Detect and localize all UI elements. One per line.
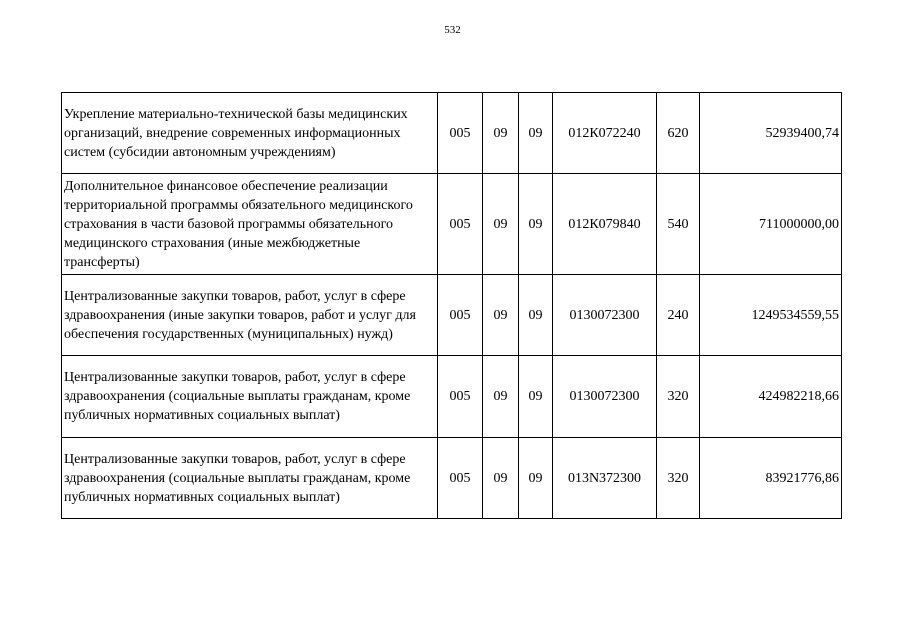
page-number: 532 xyxy=(444,24,461,36)
target-article-code: 0130072300 xyxy=(553,275,657,356)
subsection-code: 09 xyxy=(519,93,553,174)
amount-value: 83921776,86 xyxy=(700,438,842,519)
table-row xyxy=(62,438,842,519)
table-row xyxy=(62,174,842,275)
table-row xyxy=(62,93,842,174)
row-description: Централизованные закупки товаров, работ, услуг в сфере здравоохранения (социальные выплаты гражданам, кроме публичных нормативных социальных выплат) xyxy=(62,356,438,438)
grbs-code: 005 xyxy=(438,275,483,356)
section-code: 09 xyxy=(483,275,519,356)
amount-value: 711000000,00 xyxy=(700,174,842,275)
row-description: Централизованные закупки товаров, работ, услуг в сфере здравоохранения (иные закупки товаров, работ и услуг для обеспечения государственных (муниципальных) нужд) xyxy=(62,275,438,356)
target-article-code: 0130072300 xyxy=(553,356,657,438)
table-row xyxy=(62,275,842,356)
section-code: 09 xyxy=(483,174,519,275)
grbs-code: 005 xyxy=(438,356,483,438)
section-code: 09 xyxy=(483,356,519,438)
subsection-code: 09 xyxy=(519,174,553,275)
subsection-code: 09 xyxy=(519,275,553,356)
section-code: 09 xyxy=(483,93,519,174)
section-code: 09 xyxy=(483,438,519,519)
expense-type-code: 320 xyxy=(657,438,700,519)
expense-type-code: 240 xyxy=(657,275,700,356)
budget-table xyxy=(61,92,842,519)
subsection-code: 09 xyxy=(519,438,553,519)
target-article-code: 013N372300 xyxy=(553,438,657,519)
expense-type-code: 620 xyxy=(657,93,700,174)
amount-value: 424982218,66 xyxy=(700,356,842,438)
table-row xyxy=(62,356,842,438)
grbs-code: 005 xyxy=(438,174,483,275)
target-article-code: 012К079840 xyxy=(553,174,657,275)
expense-type-code: 540 xyxy=(657,174,700,275)
amount-value: 52939400,74 xyxy=(700,93,842,174)
expense-type-code: 320 xyxy=(657,356,700,438)
row-description: Централизованные закупки товаров, работ, услуг в сфере здравоохранения (социальные выплаты гражданам, кроме публичных нормативных социальных выплат) xyxy=(62,438,438,519)
grbs-code: 005 xyxy=(438,438,483,519)
target-article-code: 012К072240 xyxy=(553,93,657,174)
grbs-code: 005 xyxy=(438,93,483,174)
subsection-code: 09 xyxy=(519,356,553,438)
row-description: Укрепление материально-технической базы медицинских организаций, внедрение современных информационных систем (субсидии автономным учреждениям) xyxy=(62,93,438,174)
amount-value: 1249534559,55 xyxy=(700,275,842,356)
row-description: Дополнительное финансовое обеспечение реализации территориальной программы обязательного медицинского страхования в части базовой программы обязательного медицинского страхования (иные межбюджетные трансферты) xyxy=(62,174,438,275)
